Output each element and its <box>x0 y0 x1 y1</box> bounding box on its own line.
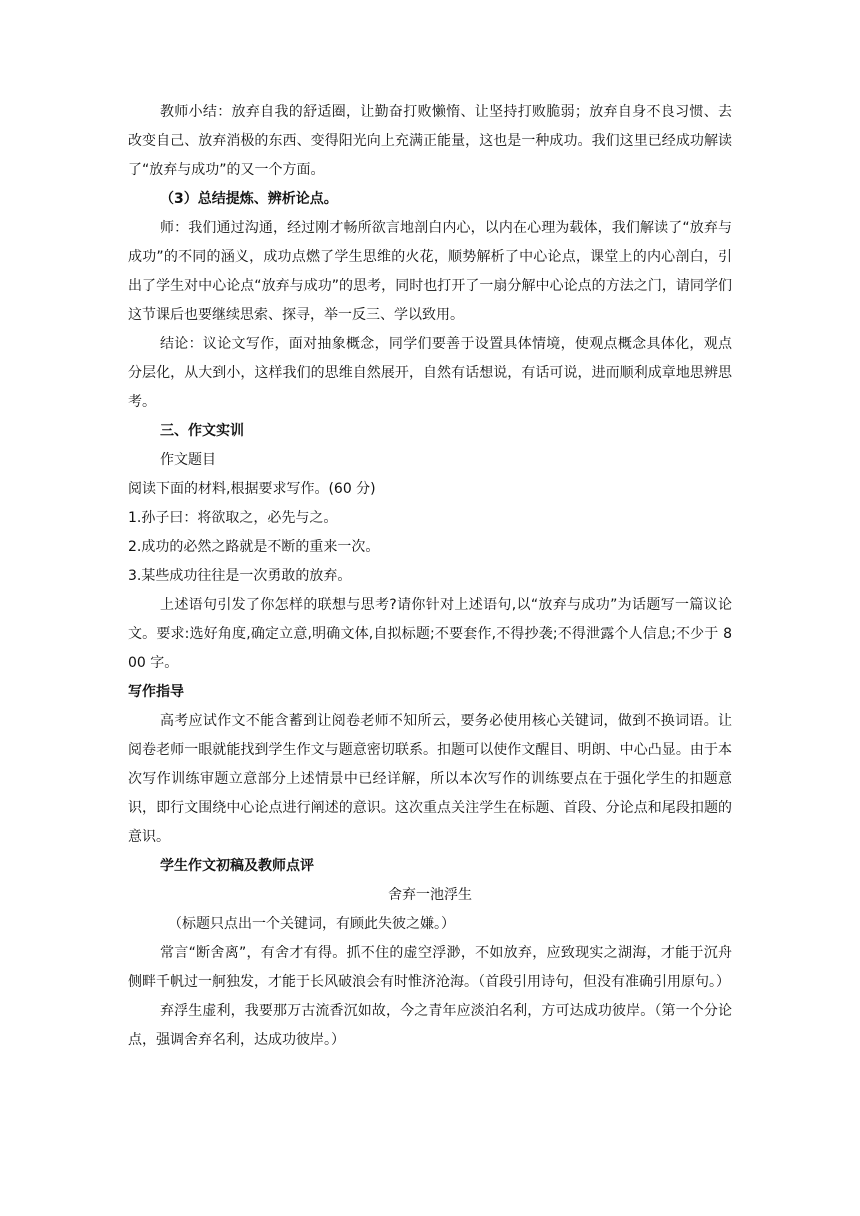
section-heading-writing-practice: 三、作文实训 <box>160 423 244 439</box>
requirement-paragraph: 上述语句引发了你怎样的联想与思考?请你针对上述语句,以“放弃与成功”为话题写一篇议论文。要求:选好角度,确定立意,明确文体,自拟标题;不要套作,不得抄袭;不得泄露个人信息;不少于 800 字。 <box>128 597 732 671</box>
essay-paragraph-1: 常言“断舍离”，有舍才有得。抓不住的虚空浮渺，不如放弃，应致现实之湖海，才能于沉舟侧畔千帆过一舸独发，才能于长风破浪会有时惟济沧海。（首段引用诗句，但没有准确引用原句。） <box>128 945 732 990</box>
instruction-line: 阅读下面的材料,根据要求写作。(60 分) <box>128 481 376 497</box>
conclusion-paragraph: 结论：议论文写作，面对抽象概念，同学们要善于设置具体情境，使观点概念具体化，观点分层化，从大到小，这样我们的思维自然展开，自然有话想说，有话可说，进而顺利成章地思辨思考。 <box>128 336 732 410</box>
list-item: 1.孙子曰：将欲取之，必先与之。 <box>128 510 338 526</box>
essay-paragraph-2: 弃浮生虚利，我要那万古流香沉如故，今之青年应淡泊名利，方可达成功彼岸。（第一个分论点，强调舍弃名利，达成功彼岸。） <box>128 1003 732 1048</box>
essay-title: 舍弃一池浮生 <box>388 887 472 903</box>
document-body <box>128 98 732 1055</box>
section-heading-student-draft: 学生作文初稿及教师点评 <box>160 858 314 874</box>
list-item: 3.某些成功往往是一次勇敢的放弃。 <box>128 568 352 584</box>
teacher-summary-paragraph: 教师小结：放弃自我的舒适圈，让勤奋打败懒惰、让坚持打败脆弱；放弃自身不良习惯、去改变自己、放弃消极的东西、变得阳光向上充满正能量，这也是一种成功。我们这里已经成功解读了“放弃与成功”的又一个方面。 <box>128 104 732 178</box>
guidance-paragraph: 高考应试作文不能含蓄到让阅卷老师不知所云，要务必使用核心关键词，做到不换词语。让阅卷老师一眼就能找到学生作文与题意密切联系。扣题可以使作文醒目、明朗、中心凸显。由于本次写作训练审题立意部分上述情景中已经详解，所以本次写作的训练要点在于强化学生的扣题意识，即行文围绕中心论点进行阐述的意识。这次重点关注学生在标题、首段、分论点和尾段扣题的意识。 <box>128 713 732 845</box>
section-heading-summary: （3）总结提炼、辨析论点。 <box>160 191 338 207</box>
section-heading-guidance: 写作指导 <box>128 684 184 700</box>
teacher-speech-paragraph: 师：我们通过沟通，经过刚才畅所欲言地剖白内心，以内在心理为载体，我们解读了“放弃与成功”的不同的涵义，成功点燃了学生思维的火花，顺势解析了中心论点，课堂上的内心剖白，引出了学生对中心论点“放弃与成功”的思考，同时也打开了一扇分解中心论点的方法之门，请同学们这节课后也要继续思索、探寻，举一反三、学以致用。 <box>128 220 732 323</box>
essay-topic-label: 作文题目 <box>160 452 216 468</box>
list-item: 2.成功的必然之路就是不断的重来一次。 <box>128 539 380 555</box>
title-comment: （标题只点出一个关键词，有顾此失彼之嫌。） <box>168 916 455 932</box>
